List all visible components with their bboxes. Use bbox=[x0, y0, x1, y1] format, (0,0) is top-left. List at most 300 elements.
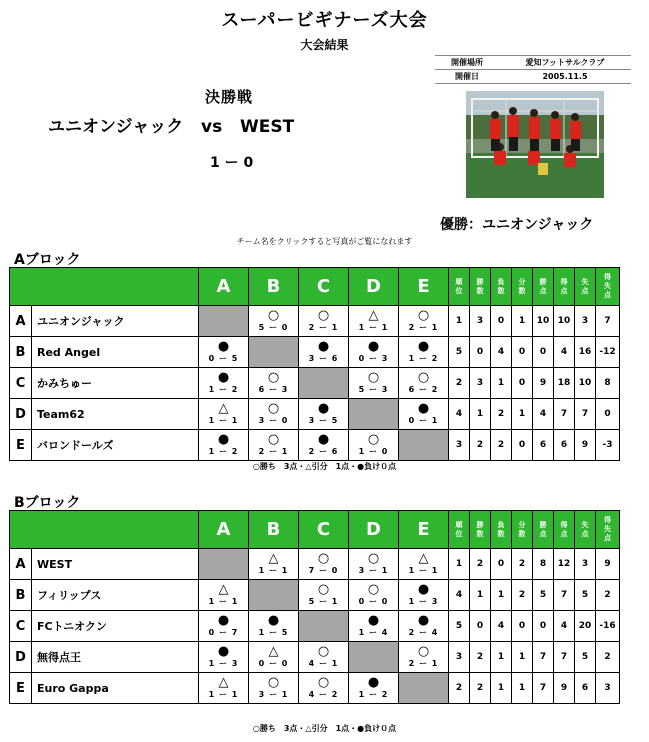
stat-value: 1 bbox=[491, 642, 512, 673]
row-letter: D bbox=[10, 642, 32, 673]
match-result-cell bbox=[199, 611, 249, 642]
stat-header-char: 数 bbox=[518, 286, 526, 295]
result-symbol-icon: ○ bbox=[267, 370, 280, 385]
match-result-cell bbox=[299, 399, 349, 430]
column-header-e: E bbox=[399, 511, 449, 549]
page-title: スーパービギナーズ大会 bbox=[221, 10, 428, 31]
winner-label: 優勝：ユニオンジャック bbox=[440, 217, 594, 233]
stat-value: 7 bbox=[554, 399, 575, 430]
match-result-cell bbox=[399, 399, 449, 430]
result-symbol-icon: ● bbox=[217, 339, 230, 354]
match-result-cell bbox=[199, 368, 249, 399]
match-score: 5 ー 0 bbox=[258, 323, 289, 332]
stat-value: 12 bbox=[554, 549, 575, 580]
stat-value: 1 bbox=[470, 399, 491, 430]
result-symbol-icon: △ bbox=[218, 582, 229, 597]
stat-value: 1 bbox=[512, 642, 533, 673]
stat-value: 2 bbox=[449, 368, 470, 399]
column-header-b: B bbox=[249, 268, 299, 306]
team-name-link[interactable]: 無得点王 bbox=[32, 642, 199, 673]
stat-value: 8 bbox=[596, 368, 620, 399]
column-header-c: C bbox=[299, 268, 349, 306]
match-result-cell bbox=[249, 306, 299, 337]
match-result-cell bbox=[199, 430, 249, 461]
result-symbol-icon: ● bbox=[317, 401, 330, 416]
stat-value: 4 bbox=[491, 611, 512, 642]
stat-value: 0 bbox=[533, 611, 554, 642]
team-name-link[interactable]: Red Angel bbox=[32, 337, 199, 368]
match-score: 6 ー 3 bbox=[258, 385, 289, 394]
match-result-cell bbox=[349, 306, 399, 337]
stat-header bbox=[554, 511, 575, 549]
match-result-cell bbox=[349, 368, 399, 399]
result-symbol-icon: ○ bbox=[317, 551, 330, 566]
stat-value: -16 bbox=[596, 611, 620, 642]
match-result-cell bbox=[299, 673, 349, 704]
stat-value: 0 bbox=[491, 549, 512, 580]
block-a-title: Aブロック bbox=[14, 252, 81, 268]
match-result-cell bbox=[299, 642, 349, 673]
self-match-cell bbox=[199, 306, 249, 337]
result-symbol-icon: ○ bbox=[367, 582, 380, 597]
legend-a: ○勝ち 3点・△引分 1点・●負け０点 bbox=[252, 462, 397, 471]
stat-value: 7 bbox=[575, 399, 596, 430]
match-result-cell bbox=[199, 337, 249, 368]
stat-header-char: 負 bbox=[497, 277, 505, 286]
stat-value: 1 bbox=[491, 673, 512, 704]
stat-value: 6 bbox=[575, 673, 596, 704]
stat-header-char: 点 bbox=[560, 529, 568, 538]
match-result-cell bbox=[299, 580, 349, 611]
stat-header bbox=[533, 268, 554, 306]
team-name-link[interactable]: WEST bbox=[32, 549, 199, 580]
stat-value: 0 bbox=[470, 611, 491, 642]
table-row bbox=[10, 337, 620, 368]
match-score: 1 ー 1 bbox=[408, 566, 439, 575]
stat-value: 1 bbox=[470, 580, 491, 611]
stat-value: 0 bbox=[491, 306, 512, 337]
stat-value: -12 bbox=[596, 337, 620, 368]
result-symbol-icon: ○ bbox=[317, 675, 330, 690]
result-symbol-icon: △ bbox=[368, 308, 379, 323]
self-match-cell bbox=[399, 430, 449, 461]
column-header-a: A bbox=[199, 511, 249, 549]
match-score: 1 ー 4 bbox=[358, 628, 389, 637]
stat-header-char: 得 bbox=[604, 273, 611, 281]
stat-header-char: 失 bbox=[581, 520, 589, 529]
stat-value: 4 bbox=[533, 399, 554, 430]
team-name-link[interactable]: FCトニオクン bbox=[32, 611, 199, 642]
page-subtitle: 大会結果 bbox=[300, 38, 349, 52]
result-symbol-icon: ● bbox=[367, 339, 380, 354]
team-name-link[interactable]: Team62 bbox=[32, 399, 199, 430]
self-match-cell bbox=[349, 399, 399, 430]
result-symbol-icon: ● bbox=[417, 582, 430, 597]
block-a-table bbox=[9, 267, 620, 461]
team-name-link[interactable]: フィリップス bbox=[32, 580, 199, 611]
stat-value: 10 bbox=[533, 306, 554, 337]
row-letter: B bbox=[10, 337, 32, 368]
team-name-link[interactable]: かみちゅー bbox=[32, 368, 199, 399]
stat-value: 5 bbox=[575, 642, 596, 673]
match-score: 0 ー 0 bbox=[258, 659, 289, 668]
match-result-cell bbox=[299, 549, 349, 580]
stat-value: 0 bbox=[512, 368, 533, 399]
stat-header-char: 勝 bbox=[476, 277, 484, 286]
stat-value: 5 bbox=[575, 580, 596, 611]
stat-header-char: 勝 bbox=[476, 520, 484, 529]
row-letter: A bbox=[10, 306, 32, 337]
self-match-cell bbox=[249, 580, 299, 611]
stat-header-char: 位 bbox=[455, 529, 463, 538]
result-symbol-icon: ○ bbox=[317, 644, 330, 659]
match-score: 3 ー 1 bbox=[258, 690, 289, 699]
match-score: 0 ー 0 bbox=[358, 597, 389, 606]
table-row bbox=[10, 549, 620, 580]
column-header-e: E bbox=[399, 268, 449, 306]
match-result-cell bbox=[349, 430, 399, 461]
match-result-cell bbox=[399, 580, 449, 611]
stat-value: 1 bbox=[512, 306, 533, 337]
block-b-title: Bブロック bbox=[14, 495, 81, 511]
stat-value: 2 bbox=[596, 642, 620, 673]
match-score: 1 ー 1 bbox=[208, 690, 239, 699]
match-result-cell bbox=[399, 549, 449, 580]
stat-header-char: 得 bbox=[560, 277, 568, 286]
stat-header bbox=[575, 268, 596, 306]
stat-header bbox=[470, 268, 491, 306]
match-result-cell bbox=[299, 337, 349, 368]
table-row bbox=[10, 673, 620, 704]
stat-value: 5 bbox=[449, 611, 470, 642]
stat-value: 0 bbox=[596, 399, 620, 430]
stat-header-char: 数 bbox=[497, 529, 505, 538]
match-score: 2 ー 1 bbox=[308, 323, 339, 332]
column-header-d: D bbox=[349, 268, 399, 306]
stat-value: 20 bbox=[575, 611, 596, 642]
date-label: 開催日 bbox=[455, 72, 479, 81]
match-result-cell bbox=[199, 642, 249, 673]
stat-value: 2 bbox=[449, 673, 470, 704]
column-header-c: C bbox=[299, 511, 349, 549]
date-value: 2005.11.5 bbox=[542, 72, 588, 81]
stat-value: 9 bbox=[575, 430, 596, 461]
match-result-cell bbox=[249, 399, 299, 430]
result-symbol-icon: ● bbox=[317, 339, 330, 354]
stat-value: 7 bbox=[533, 642, 554, 673]
stat-header-char: 点 bbox=[539, 286, 547, 295]
result-symbol-icon: ○ bbox=[267, 675, 280, 690]
stat-header-char: 失 bbox=[604, 525, 611, 533]
stat-header bbox=[449, 268, 470, 306]
match-result-cell bbox=[249, 673, 299, 704]
team-photo-image bbox=[466, 91, 604, 198]
stat-value: 2 bbox=[491, 399, 512, 430]
match-score: 7 ー 0 bbox=[308, 566, 339, 575]
match-score: 1 ー 1 bbox=[258, 566, 289, 575]
stat-header-char: 分 bbox=[518, 520, 526, 529]
row-letter: C bbox=[10, 368, 32, 399]
match-score: 2 ー 1 bbox=[408, 323, 439, 332]
match-result-cell bbox=[349, 611, 399, 642]
result-symbol-icon: ○ bbox=[367, 370, 380, 385]
match-result-cell bbox=[349, 337, 399, 368]
match-result-cell bbox=[249, 549, 299, 580]
result-symbol-icon: △ bbox=[418, 551, 429, 566]
stat-header-char: 負 bbox=[497, 520, 505, 529]
venue-info bbox=[435, 55, 631, 84]
stat-header-char: 順 bbox=[455, 520, 463, 529]
venue-value: 愛知フットサルクラブ bbox=[525, 58, 605, 67]
row-letter: E bbox=[10, 673, 32, 704]
result-symbol-icon: ● bbox=[417, 339, 430, 354]
stat-value: 1 bbox=[449, 306, 470, 337]
result-symbol-icon: △ bbox=[218, 401, 229, 416]
match-result-cell bbox=[299, 306, 349, 337]
column-header-a: A bbox=[199, 268, 249, 306]
stat-header-char: 点 bbox=[539, 529, 547, 538]
match-score: 1 ー 1 bbox=[208, 416, 239, 425]
result-symbol-icon: ○ bbox=[417, 644, 430, 659]
stat-value: 16 bbox=[575, 337, 596, 368]
match-score: 4 ー 2 bbox=[308, 690, 339, 699]
stat-value: 0 bbox=[512, 611, 533, 642]
stat-header-char: 失 bbox=[581, 277, 589, 286]
stat-header-char: 数 bbox=[476, 529, 484, 538]
header-row bbox=[10, 511, 620, 549]
stat-header bbox=[470, 511, 491, 549]
self-match-cell bbox=[349, 642, 399, 673]
stat-header-char: 点 bbox=[560, 286, 568, 295]
match-result-cell bbox=[299, 430, 349, 461]
final-matchup bbox=[48, 112, 294, 137]
match-score: 1 ー 1 bbox=[208, 597, 239, 606]
match-score: 2 ー 1 bbox=[258, 447, 289, 456]
self-match-cell bbox=[299, 611, 349, 642]
match-score: 6 ー 2 bbox=[408, 385, 439, 394]
stat-value: 10 bbox=[575, 368, 596, 399]
stat-header-char: 数 bbox=[497, 286, 505, 295]
match-result-cell bbox=[199, 399, 249, 430]
stat-value: 1 bbox=[512, 673, 533, 704]
match-score: 0 ー 1 bbox=[408, 416, 439, 425]
stat-value: 2 bbox=[512, 580, 533, 611]
stat-header bbox=[512, 268, 533, 306]
final-team-a: ユニオンジャック bbox=[48, 117, 184, 137]
match-result-cell bbox=[399, 306, 449, 337]
match-score: 1 ー 5 bbox=[258, 628, 289, 637]
match-score: 1 ー 2 bbox=[208, 385, 239, 394]
table-row bbox=[10, 399, 620, 430]
final-label: 決勝戦 bbox=[205, 88, 254, 106]
stat-value: 3 bbox=[449, 642, 470, 673]
result-symbol-icon: ○ bbox=[267, 401, 280, 416]
stat-value: 3 bbox=[575, 306, 596, 337]
match-score: 1 ー 2 bbox=[208, 447, 239, 456]
table-row bbox=[10, 430, 620, 461]
stat-value: 3 bbox=[470, 368, 491, 399]
stat-value: 18 bbox=[554, 368, 575, 399]
row-letter: A bbox=[10, 549, 32, 580]
result-symbol-icon: ● bbox=[217, 644, 230, 659]
stat-header bbox=[575, 511, 596, 549]
result-symbol-icon: ● bbox=[267, 613, 280, 628]
column-header-d: D bbox=[349, 511, 399, 549]
match-score: 0 ー 3 bbox=[358, 354, 389, 363]
stat-value: 4 bbox=[554, 337, 575, 368]
self-match-cell bbox=[199, 549, 249, 580]
stat-header-char: 得 bbox=[560, 520, 568, 529]
result-symbol-icon: ● bbox=[317, 432, 330, 447]
match-result-cell bbox=[249, 611, 299, 642]
result-symbol-icon: ○ bbox=[267, 308, 280, 323]
match-score: 5 ー 3 bbox=[358, 385, 389, 394]
stat-value: -3 bbox=[596, 430, 620, 461]
stat-header-char: 数 bbox=[476, 286, 484, 295]
header-row bbox=[10, 268, 620, 306]
stat-value: 2 bbox=[470, 549, 491, 580]
stat-value: 2 bbox=[470, 430, 491, 461]
block-b-table bbox=[9, 510, 620, 704]
match-result-cell bbox=[249, 642, 299, 673]
team-photo bbox=[466, 91, 604, 198]
final-vs: vs bbox=[201, 117, 223, 137]
stat-header-char: 失 bbox=[604, 282, 611, 290]
row-letter: C bbox=[10, 611, 32, 642]
stat-value: 10 bbox=[554, 306, 575, 337]
stat-header-char: 点 bbox=[604, 534, 611, 542]
stat-header-char: 順 bbox=[455, 277, 463, 286]
result-symbol-icon: △ bbox=[268, 551, 279, 566]
match-score: 0 ー 5 bbox=[208, 354, 239, 363]
result-symbol-icon: ● bbox=[367, 675, 380, 690]
stat-value: 1 bbox=[491, 580, 512, 611]
table-row bbox=[10, 580, 620, 611]
stat-header bbox=[596, 511, 620, 549]
stat-header-char: 点 bbox=[581, 529, 589, 538]
match-score: 3 ー 1 bbox=[358, 566, 389, 575]
stat-value: 1 bbox=[491, 368, 512, 399]
stat-value: 5 bbox=[533, 580, 554, 611]
match-result-cell bbox=[399, 337, 449, 368]
stat-value: 0 bbox=[512, 337, 533, 368]
match-score: 3 ー 5 bbox=[308, 416, 339, 425]
match-score: 1 ー 1 bbox=[358, 323, 389, 332]
stat-header-char: 点 bbox=[604, 291, 611, 299]
self-match-cell bbox=[399, 673, 449, 704]
stat-header-char: 勝 bbox=[539, 520, 547, 529]
match-score: 4 ー 1 bbox=[308, 659, 339, 668]
result-symbol-icon: ○ bbox=[417, 308, 430, 323]
match-result-cell bbox=[399, 368, 449, 399]
stat-value: 6 bbox=[554, 430, 575, 461]
match-score: 0 ー 7 bbox=[208, 628, 239, 637]
stat-value: 3 bbox=[596, 673, 620, 704]
team-name-link[interactable]: ユニオンジャック bbox=[32, 306, 199, 337]
stat-value: 4 bbox=[554, 611, 575, 642]
match-score: 2 ー 4 bbox=[408, 628, 439, 637]
stat-value: 5 bbox=[449, 337, 470, 368]
match-result-cell bbox=[399, 611, 449, 642]
stat-header bbox=[512, 511, 533, 549]
stat-value: 2 bbox=[470, 642, 491, 673]
match-score: 1 ー 3 bbox=[408, 597, 439, 606]
match-score: 1 ー 2 bbox=[358, 690, 389, 699]
stat-header bbox=[491, 511, 512, 549]
match-score: 2 ー 1 bbox=[408, 659, 439, 668]
stat-value: 0 bbox=[470, 337, 491, 368]
match-result-cell bbox=[349, 673, 399, 704]
stat-value: 3 bbox=[575, 549, 596, 580]
match-result-cell bbox=[399, 642, 449, 673]
match-score: 3 ー 0 bbox=[258, 416, 289, 425]
table-row bbox=[10, 611, 620, 642]
row-letter: E bbox=[10, 430, 32, 461]
column-header-b: B bbox=[249, 511, 299, 549]
result-symbol-icon: ● bbox=[417, 613, 430, 628]
stat-value: 4 bbox=[491, 337, 512, 368]
header-blank-cell bbox=[10, 268, 199, 306]
row-letter: D bbox=[10, 399, 32, 430]
match-result-cell bbox=[199, 580, 249, 611]
stat-header-char: 分 bbox=[518, 277, 526, 286]
stat-value: 2 bbox=[470, 673, 491, 704]
stat-value: 2 bbox=[491, 430, 512, 461]
team-name-link[interactable]: Euro Gappa bbox=[32, 673, 199, 704]
result-symbol-icon: ○ bbox=[267, 432, 280, 447]
table-row bbox=[10, 368, 620, 399]
result-symbol-icon: ○ bbox=[317, 308, 330, 323]
stat-header bbox=[533, 511, 554, 549]
stat-value: 7 bbox=[554, 642, 575, 673]
stat-value: 0 bbox=[512, 430, 533, 461]
stat-value: 4 bbox=[449, 399, 470, 430]
result-symbol-icon: △ bbox=[268, 644, 279, 659]
self-match-cell bbox=[249, 337, 299, 368]
table-row bbox=[10, 306, 620, 337]
stat-value: 9 bbox=[533, 368, 554, 399]
stat-header-char: 点 bbox=[581, 286, 589, 295]
stat-value: 4 bbox=[449, 580, 470, 611]
stat-value: 7 bbox=[596, 306, 620, 337]
match-score: 3 ー 6 bbox=[308, 354, 339, 363]
stat-header bbox=[491, 268, 512, 306]
row-letter: B bbox=[10, 580, 32, 611]
self-match-cell bbox=[299, 368, 349, 399]
stat-header-char: 勝 bbox=[539, 277, 547, 286]
stat-value: 2 bbox=[512, 549, 533, 580]
stat-header bbox=[449, 511, 470, 549]
result-symbol-icon: △ bbox=[218, 675, 229, 690]
click-note: チーム名をクリックすると写真がご覧になれます bbox=[236, 237, 413, 246]
stat-value: 9 bbox=[554, 673, 575, 704]
stat-value: 3 bbox=[470, 306, 491, 337]
team-name-link[interactable]: バロンドールズ bbox=[32, 430, 199, 461]
stat-value: 9 bbox=[596, 549, 620, 580]
stat-value: 3 bbox=[449, 430, 470, 461]
result-symbol-icon: ● bbox=[217, 613, 230, 628]
stat-value: 2 bbox=[596, 580, 620, 611]
stat-value: 7 bbox=[533, 673, 554, 704]
match-result-cell bbox=[349, 580, 399, 611]
final-score: 1 ー 0 bbox=[210, 155, 254, 171]
header-blank-cell bbox=[10, 511, 199, 549]
stat-value: 6 bbox=[533, 430, 554, 461]
stat-value: 0 bbox=[533, 337, 554, 368]
stat-value: 7 bbox=[554, 580, 575, 611]
final-team-b: WEST bbox=[239, 117, 295, 137]
stat-value: 1 bbox=[449, 549, 470, 580]
